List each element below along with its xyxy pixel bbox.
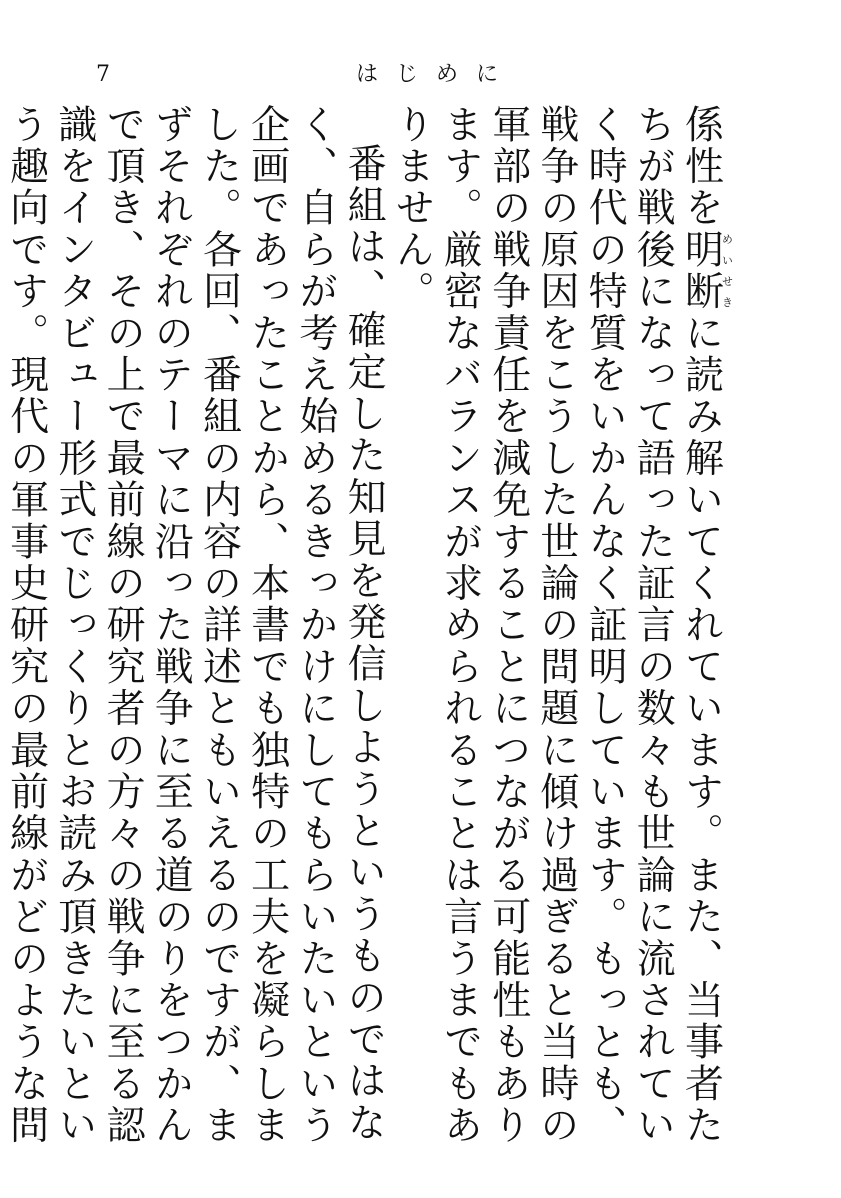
paragraph-1-text: に読み解いてくれています。また、当事者たちが戦後になって語った証言の数々も世論に流されていく時代の特質をいかんなく証明しています。もっとも、戦争の原因をこうした世論の問題に傾け過ぎると当時の軍部の戦争責任を減免することにつながる可能性もあります。厳密なバランスが求められることは言うまでもありません。 bbox=[389, 104, 724, 1147]
running-head: はじめに bbox=[356, 62, 517, 87]
ruby-base: 明断 bbox=[678, 229, 724, 313]
paragraph-1 bbox=[387, 104, 733, 1154]
ruby-meiseki bbox=[678, 229, 734, 313]
paragraph-1-text: 係性を bbox=[678, 104, 724, 230]
ruby-reading: めいせき bbox=[720, 229, 734, 313]
paragraph-2: 番組は、確定した知見を発信しようというものではなく、自らが考え始めるきっかけにしてもらいたいという企画であったことから、本書でも独特の工夫を凝らしました。各回、番組の内容の詳述ともいえるのですが、まずそれぞれのテーマに沿った戦争に至る道のりをつかんで頂き、その上で最前線の研究者の方々の戦争に至る認識をインタビュー形式でじっくりとお読み頂きたいという趣向です。現代の軍事史研究の最前線がどのような問 bbox=[3, 104, 387, 1147]
page-number: 7 bbox=[96, 62, 110, 87]
body-text bbox=[3, 104, 734, 1154]
